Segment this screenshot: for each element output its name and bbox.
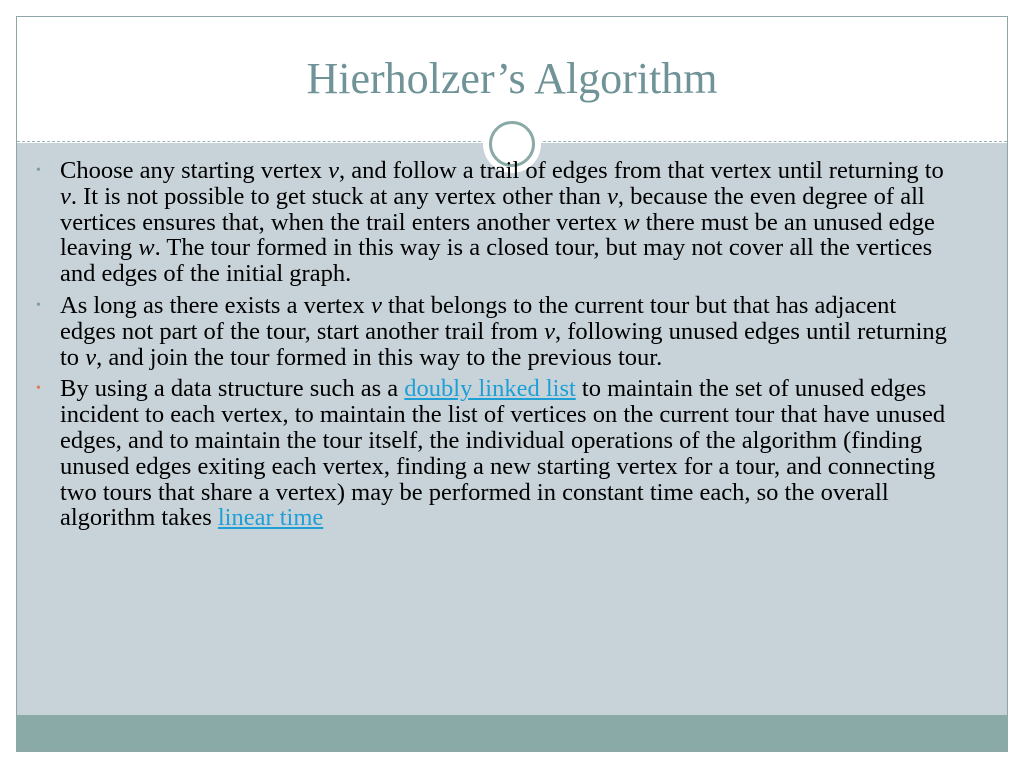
bullet-item-3 bbox=[32, 376, 952, 531]
bullet-dot-icon: • bbox=[36, 163, 41, 178]
text-segment: that belongs to the current tour but that has adjacent edges not part of the tour, start another trail from bbox=[60, 291, 897, 345]
linear-time-link[interactable]: linear time bbox=[217, 504, 324, 532]
bullet-text bbox=[60, 157, 944, 287]
text-segment: As long as there exists a vertex bbox=[60, 291, 371, 319]
doubly-linked-list-link[interactable]: doubly linked list bbox=[404, 375, 576, 403]
text-segment: . It is not possible to get stuck at any vertex other than bbox=[70, 182, 608, 210]
bullet-text bbox=[60, 292, 947, 371]
text-segment: to maintain the set of unused edges incident to each vertex, to maintain the list of vertices on the current tour that have unused edges, and to maintain the tour itself, the individual operations of the algorithm (finding unused edges exiting each vertex, finding a new starting vertex for a tour, and connecting two tours that share a vertex) may be performed in constant time each, so the overall algorithm takes bbox=[60, 375, 946, 532]
math-variable: v bbox=[85, 343, 97, 371]
text-segment: By using a data structure such as a bbox=[60, 375, 405, 403]
bullet-text bbox=[60, 375, 945, 531]
math-variable: v bbox=[544, 317, 555, 345]
text-segment: , following unused edges until returning to bbox=[60, 317, 947, 371]
slide-title: Hierholzer’s Algorithm bbox=[306, 54, 718, 103]
text-segment: Choose any starting vertex bbox=[60, 157, 329, 184]
text-segment: there must be an unused edge leaving bbox=[60, 208, 935, 262]
math-variable: v bbox=[60, 182, 71, 210]
text-segment: , because the even degree of all vertices ensures that, when the trail enters another vertex bbox=[60, 182, 925, 236]
text-segment: , and follow a trail of edges from that vertex until returning to bbox=[338, 157, 944, 184]
text-segment: , and join the tour formed in this way to the previous tour. bbox=[96, 343, 663, 371]
math-variable: v bbox=[607, 182, 618, 210]
bullet-item-1 bbox=[32, 158, 952, 287]
bullet-list bbox=[32, 158, 952, 537]
math-variable: w bbox=[138, 234, 155, 262]
math-variable: w bbox=[623, 208, 640, 236]
bullet-dot-icon: • bbox=[36, 297, 41, 313]
footer-band bbox=[17, 715, 1007, 751]
bullet-dot-icon: • bbox=[36, 381, 41, 397]
math-variable: v bbox=[328, 157, 339, 184]
bullet-item-2 bbox=[32, 293, 952, 370]
math-variable: v bbox=[370, 291, 382, 319]
text-segment: . The tour formed in this way is a closed tour, but may not cover all the vertices and edges of the initial graph. bbox=[60, 234, 933, 288]
